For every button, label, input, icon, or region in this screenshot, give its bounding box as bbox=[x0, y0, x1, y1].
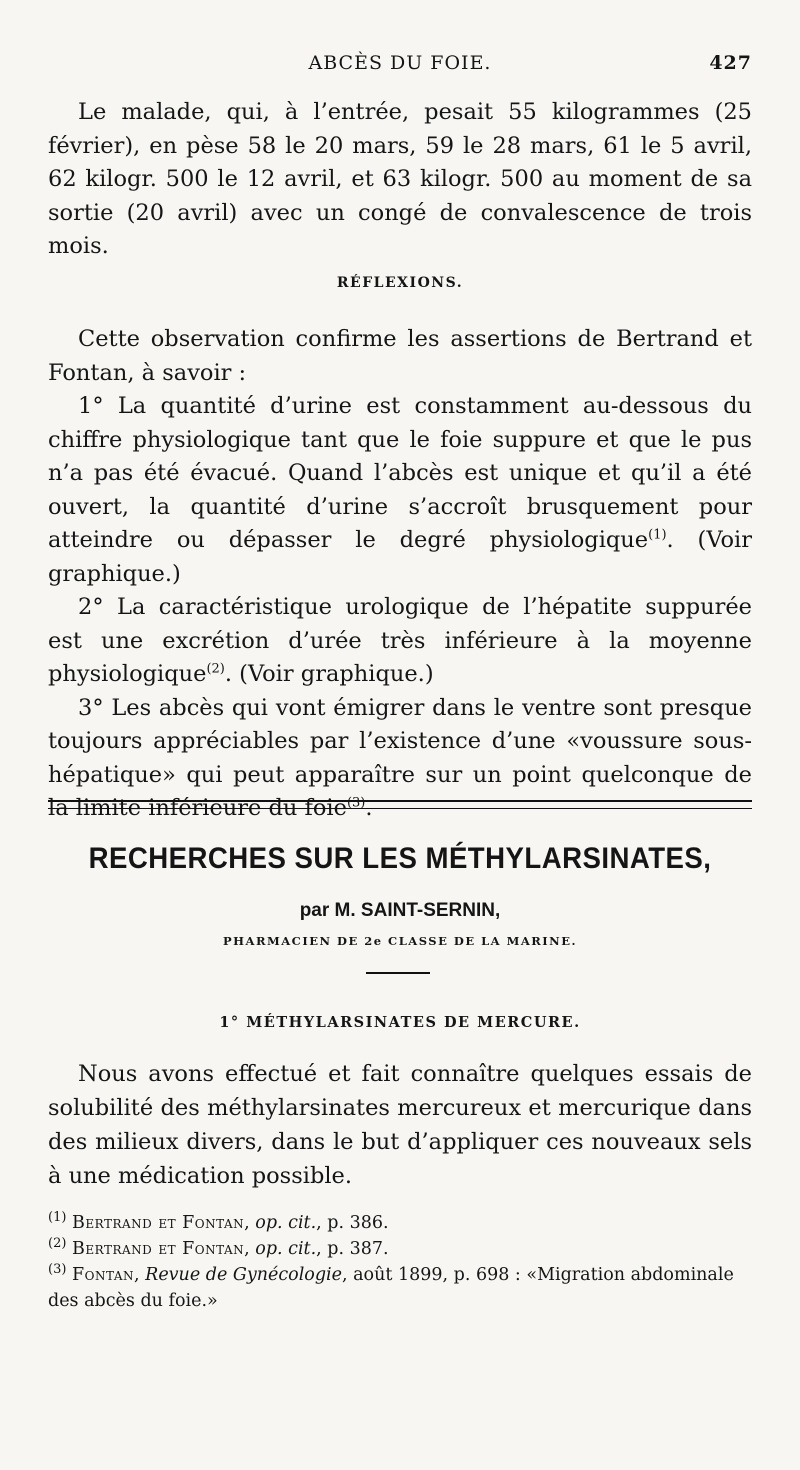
footnote-mark: (2) bbox=[48, 1236, 67, 1252]
footnote-ref: , p. 387. bbox=[316, 1239, 389, 1259]
item-1-text: 1° La quantité d’urine est constamment au-dessous du chiffre physiologique tant que le foie suppure et que le pus n’a pas été évacué. Quand l’abcès est unique et qu’il a été ouvert, la quantité d’urine s’accroît brusquement pour atteindre ou dépasser le degré physiologique bbox=[48, 393, 752, 553]
reflexions-item-2 bbox=[48, 591, 752, 692]
page-number: 427 bbox=[709, 52, 752, 74]
reflexions-heading: RÉFLEXIONS. bbox=[336, 275, 464, 291]
intro-paragraph: Le malade, qui, à l’entrée, pesait 55 kilogrammes (25 février), en pèse 58 le 20 mars, 59 le 28 mars, 61 le 5 avril, 62 kilogr. 500 le 12 avril, et 63 kilogr. 500 au moment de sa sortie (20 avril) avec un congé de convalescence de trois mois. bbox=[48, 99, 752, 259]
item-2-tail: . (Voir graphique.) bbox=[224, 661, 434, 687]
reflexions-lead: Cette observation confirme les assertions de Bertrand et Fontan, à savoir : bbox=[48, 326, 752, 386]
footnote-ref: , août 1899, p. 698 : «Migration abdominale des abcès du foie.» bbox=[48, 1265, 734, 1311]
footnote-authors: Bertrand et Fontan bbox=[72, 1213, 245, 1233]
running-title: ABCÈS DU FOIE. bbox=[308, 52, 492, 74]
footnote-mark: (3) bbox=[48, 1262, 67, 1278]
footnote-work: op. cit. bbox=[255, 1239, 317, 1259]
footnote-work: Revue de Gynécologie bbox=[145, 1265, 342, 1285]
footnote-3: $^{(3)}$ Fontan, Revue de Gynécologie, août 1899, p. 698 : «Migration abdominale des abcès du foie.» bbox=[48, 1262, 734, 1311]
short-divider bbox=[366, 972, 430, 974]
footnote-authors: Fontan bbox=[72, 1265, 134, 1285]
reflexions-heading-block bbox=[48, 275, 752, 291]
footnote-authors: Bertrand et Fontan bbox=[72, 1239, 245, 1259]
footnote-mark: (1) bbox=[48, 1210, 67, 1226]
item-3-tail: . bbox=[365, 795, 373, 821]
footnote-2: $^{(2)}$ Bertrand et Fontan, op. cit., p. 387. bbox=[48, 1236, 389, 1259]
footnote-work: op. cit. bbox=[255, 1213, 317, 1233]
reflexions-item-1 bbox=[48, 390, 752, 591]
footnote-ref: , p. 386. bbox=[316, 1213, 389, 1233]
item-2-text: 2° La caractéristique urologique de l’hépatite suppurée est une excrétion d’urée très inférieure à la moyenne physiologique bbox=[48, 594, 752, 687]
footnote-ref-1: (1) bbox=[648, 527, 667, 543]
footnote-ref-2: (2) bbox=[206, 661, 225, 677]
item-1-tail: . (Voir graphique.) bbox=[48, 527, 753, 587]
item-3-text: 3° Les abcès qui vont émigrer dans le ventre sont presque toujours appréciables par l’existence d’une «voussure sous-hépatique» qui peut apparaître sur un point quelconque de la limite inférieure du foie bbox=[48, 694, 752, 821]
article-title-block bbox=[48, 842, 752, 876]
affiliation-block bbox=[48, 934, 752, 948]
section-divider bbox=[48, 800, 752, 809]
article-paragraph: Nous avons effectué et fait connaître quelques essais de solubilité des méthylarsinates mercureux et mercurique dans des milieux divers, dans le but d’appliquer ces nouveaux sels à une médication possible. bbox=[48, 1061, 752, 1189]
running-header bbox=[48, 50, 752, 80]
section-heading: 1° MÉTHYLARSINATES DE MERCURE. bbox=[219, 1014, 581, 1031]
footnote-ref-3: (3) bbox=[346, 795, 366, 811]
section-heading-block bbox=[48, 1014, 752, 1031]
reflexions-body bbox=[48, 323, 752, 826]
article-byline: par M. SAINT-SERNIN, bbox=[299, 900, 501, 921]
footnotes bbox=[48, 1210, 752, 1314]
footnote-1: $^{(1)}$ Bertrand et Fontan, op. cit., p. 386. bbox=[48, 1210, 389, 1233]
byline-block bbox=[48, 900, 752, 922]
article-title: RECHERCHES SUR LES MÉTHYLARSINATES, bbox=[88, 842, 712, 875]
author-affiliation: PHARMACIEN DE 2e CLASSE DE LA MARINE. bbox=[223, 934, 577, 948]
article-paragraph-block bbox=[48, 1057, 752, 1193]
intro-paragraph-block bbox=[48, 96, 752, 264]
